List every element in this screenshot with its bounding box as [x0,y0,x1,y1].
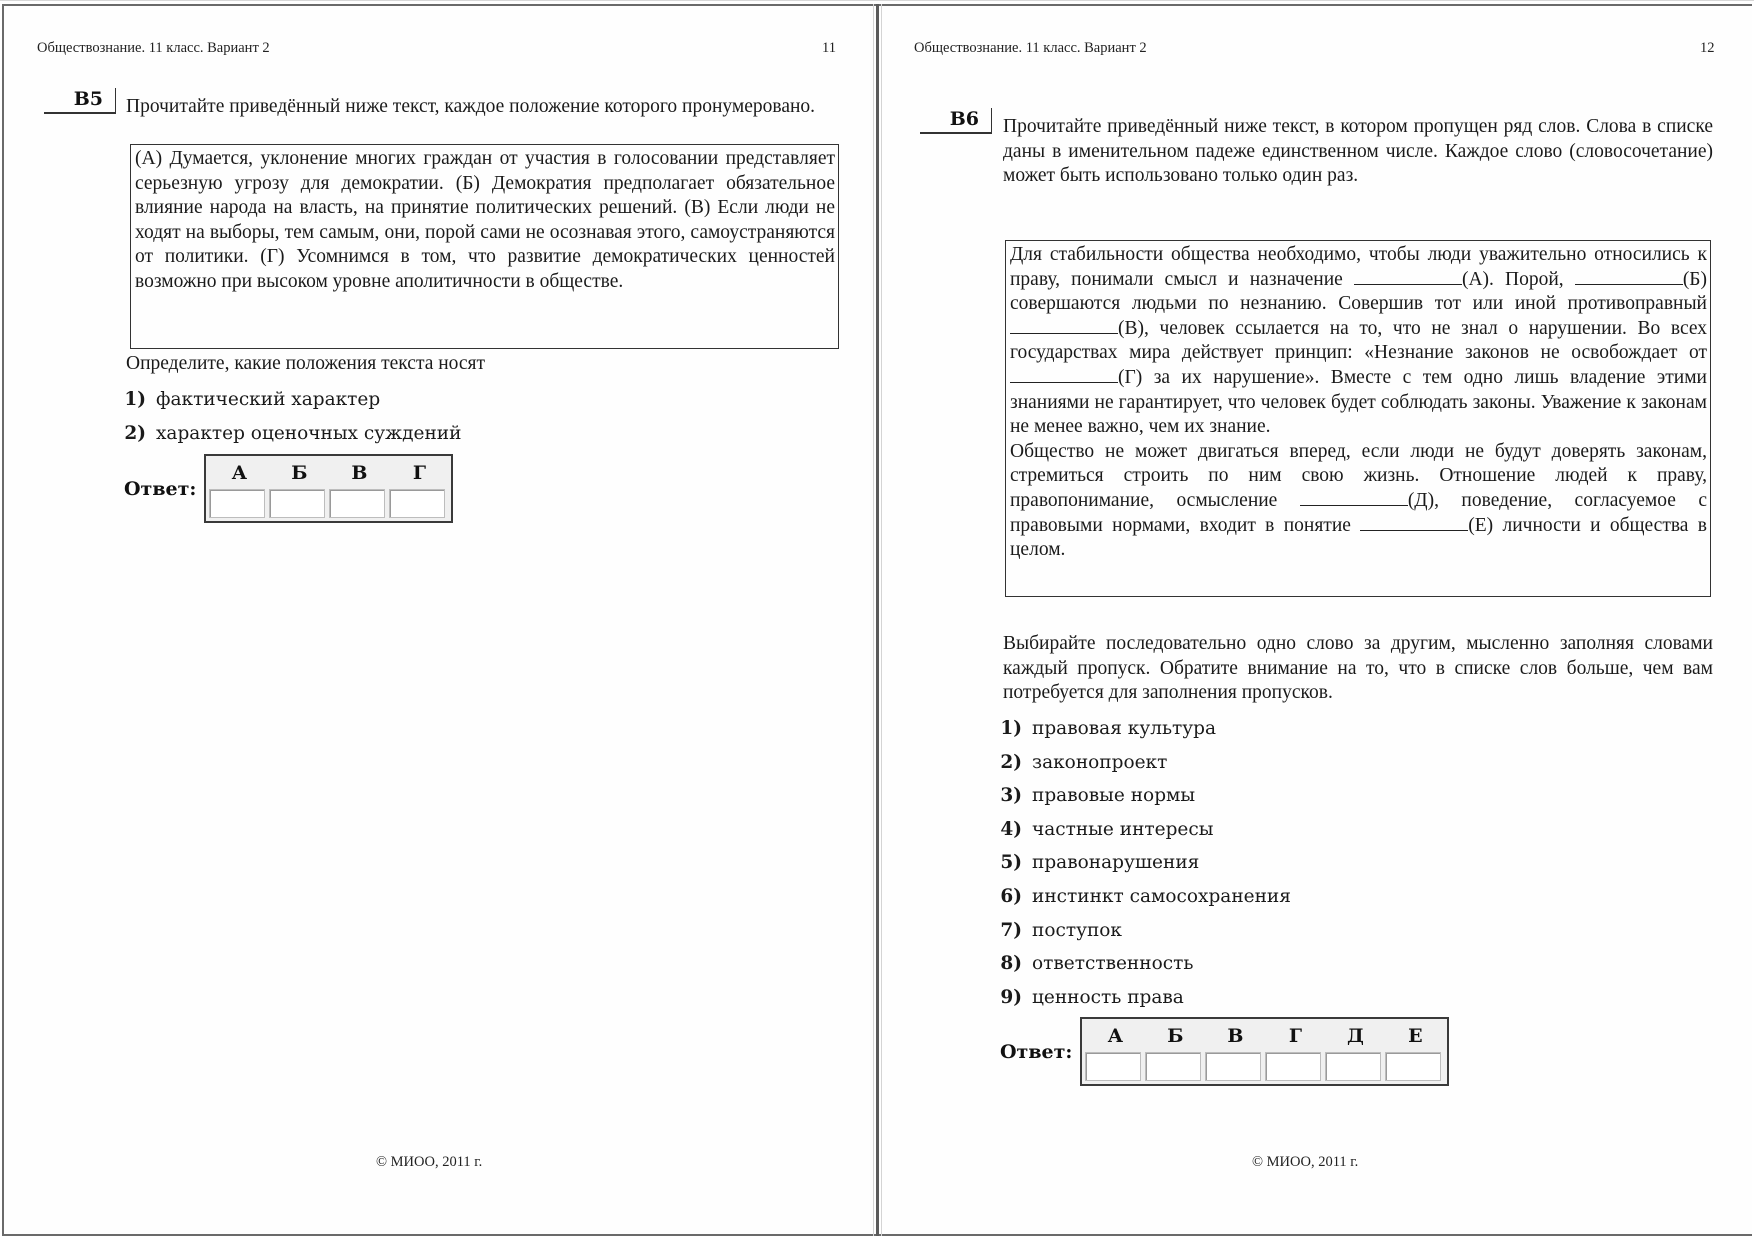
task-b6-answer [1000,1017,1449,1086]
answer-column-a: А [1107,1025,1124,1047]
option-item [990,953,1291,987]
answer-column-g: Г [1288,1025,1302,1047]
option-number: 1) [124,389,146,410]
task-b5-question: Определите, какие положения текста носят [126,353,486,374]
option-item [990,852,1291,886]
task-b5-intro: Прочитайте приведённый ниже текст, каждое положение которого пронумеровано. [126,96,816,117]
page-number: 12 [1700,40,1715,56]
text-segment: Общество не может двигаться вперед, если люди не будут доверять законам, стремиться строить по ним свою жизнь. Отношение людей к праву, правопонимание, осмысление [1010,440,1707,511]
option-text: характер оценочных суждений [156,423,462,444]
answer-table-header [1085,1021,1445,1052]
option-item [990,987,1291,1021]
option-number: 8) [1000,953,1022,975]
option-text: инстинкт самосохранения [1032,885,1291,907]
task-b5-options [114,389,461,457]
option-item [114,389,461,423]
text-segment: (А). [1461,268,1494,290]
gap-e-blank [1360,515,1468,531]
answer-table-header [209,458,449,489]
option-number: 1) [1000,718,1022,739]
option-number: 2) [1000,751,1022,773]
answer-cell-d[interactable] [1325,1052,1381,1081]
answer-column-d: Д [1346,1025,1364,1047]
answer-column-g: Г [412,462,426,484]
text-segment: (Г) за их нарушение». Вместе с тем одно лишь владение этими знаниями не гарантирует, что человек будет соблюдать законы. Уважение к законам не менее важно, чем их знание. [1010,366,1707,438]
task-b6-instruction: Выбирайте последовательно одно слово за другим, мысленно заполняя словами каждый пропуск. Обратите внимание на то, что в списке слов больше, чем вам потребуется для заполнения пропусков. [1003,633,1713,703]
answer-column-v: В [1227,1025,1244,1047]
option-number: 9) [1000,986,1022,1008]
option-text: правонарушения [1032,852,1200,874]
option-text: ответственность [1032,953,1194,975]
task-b5-answer [124,454,453,523]
answer-cell-b[interactable] [1145,1052,1201,1081]
running-head: Обществознание. 11 класс. Вариант 2 [914,40,1147,56]
task-b6-text-paragraph-2 [1010,440,1707,563]
answer-cell-v[interactable] [329,489,385,518]
answer-cell-a[interactable] [1085,1052,1141,1081]
answer-cell-e[interactable] [1385,1052,1441,1081]
text-segment: (Д), поведение, согласуемое с правовыми нормами, входит в понятие [1010,489,1707,536]
gap-b-blank [1575,269,1683,285]
option-text: поступок [1032,919,1122,941]
option-item [990,718,1291,752]
option-item [990,785,1291,819]
answer-table-cells [209,489,449,518]
answer-table [1080,1017,1449,1086]
task-label-b5: B5 [44,88,116,114]
option-number: 3) [1000,785,1022,807]
option-text: ценность права [1032,986,1184,1008]
gap-a-blank [1354,269,1462,285]
page-11 [4,4,876,1236]
task-b6-intro: Прочитайте приведённый ниже текст, в котором пропущен ряд слов. Слова в списке даны в именительном падеже единственном числе. Каждое слово (словосочетание) может быть использовано только один раз. [1003,116,1713,186]
option-text: правовая культура [1032,718,1217,739]
answer-column-b: Б [1167,1025,1184,1047]
option-item [990,920,1291,954]
option-text: фактический характер [156,389,381,410]
task-b5-text: (А) Думается, уклонение многих граждан от участия в голосовании представляет серьезную угрозу для демократии. (Б) Демократия предполагает обязательное влияние народа на власть, на принятие политических решений. (В) Если люди не ходят на выборы, тем самым, они, порой сами не осознавая этого, самоустраняются от политики. (Г) Усомнимся в том, что развитие демократических ценностей возможно при высоком уровне аполитичности в обществе. [135,148,835,292]
option-item [990,886,1291,920]
text-segment: Порой, [1493,268,1575,290]
option-item [114,423,461,457]
page-footer: © МИОО, 2011 г. [1252,1154,1359,1170]
answer-cell-g[interactable] [389,489,445,518]
answer-cell-v[interactable] [1205,1052,1261,1081]
answer-column-v: В [351,462,368,484]
option-number: 7) [1000,919,1022,941]
option-number: 2) [124,423,146,444]
gap-g-blank [1010,367,1118,383]
task-label-b6: B6 [920,108,992,134]
answer-column-e: Е [1408,1025,1423,1047]
answer-column-b: Б [291,462,308,484]
answer-cell-b[interactable] [269,489,325,518]
running-head: Обществознание. 11 класс. Вариант 2 [37,40,270,56]
task-b5-text-box [130,144,839,349]
answer-table [204,454,453,523]
page-12 [880,4,1752,1236]
page-divider [876,4,879,1236]
answer-cell-g[interactable] [1265,1052,1321,1081]
gap-v-blank [1010,318,1118,334]
answer-label: Ответ: [1000,1040,1073,1063]
answer-label: Ответ: [124,477,197,500]
answer-cell-a[interactable] [209,489,265,518]
option-text: правовые нормы [1032,785,1196,807]
text-segment: (Б) совершаются людьми по незнанию. Совершив тот или иной противоправный [1010,268,1707,315]
option-number: 6) [1000,885,1022,907]
text-segment: (В), человек ссылается на то, что не знал о нарушении. Во всех государствах мира действует принцип: «Незнание законов не освобождает от [1010,317,1707,364]
gap-d-blank [1300,490,1408,506]
option-number: 5) [1000,852,1022,874]
text-segment: Для стабильности общества необходимо, чтобы люди уважительно относились к праву, понимали смысл и назначение [1010,244,1707,290]
option-number: 4) [1000,818,1022,840]
text-segment: (Е) личности и общества в целом. [1010,514,1708,561]
task-b6-options [990,718,1291,1020]
option-item [990,819,1291,853]
answer-column-a: А [231,462,248,484]
answer-table-cells [1085,1052,1445,1081]
page-number: 11 [822,40,836,56]
page-footer: © МИОО, 2011 г. [376,1154,483,1170]
option-text: частные интересы [1032,818,1214,840]
option-text: законопроект [1032,751,1168,773]
task-b6-text-paragraph-1 [1010,243,1707,440]
task-b6-text-box [1005,240,1711,597]
option-item [990,752,1291,786]
